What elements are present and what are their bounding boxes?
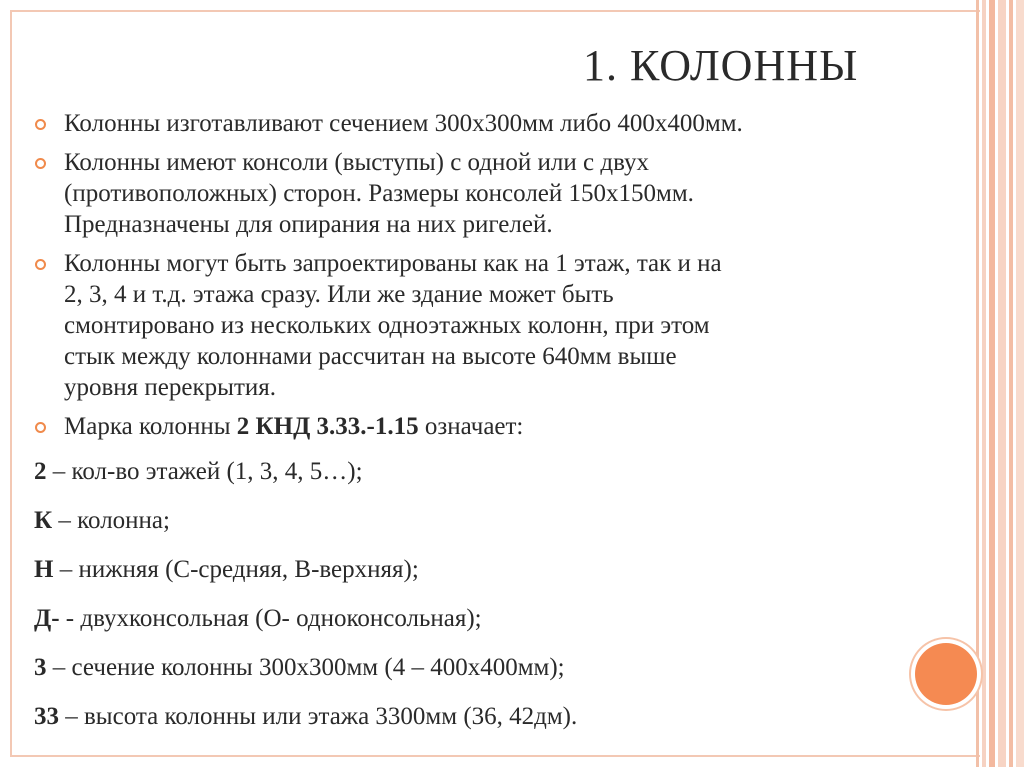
bullet-icon xyxy=(35,119,46,130)
top-border-line xyxy=(10,10,980,12)
left-border-line xyxy=(10,10,12,757)
bullet-item xyxy=(32,411,932,442)
bottom-border-line xyxy=(10,755,980,757)
legend-text: – нижняя (С-средняя, В-верхняя); xyxy=(53,556,419,583)
bullet-line: Колонны имеют консоли (выступы) с одной или с двух xyxy=(64,149,650,176)
bullet-line: 2, 3, 4 и т.д. этажа сразу. Или же здание может быть xyxy=(64,281,614,308)
legend-key: Д- xyxy=(34,605,66,632)
legend-line xyxy=(32,554,932,585)
slide-content xyxy=(32,108,932,750)
bullet-line: уровня перекрытия. xyxy=(64,374,276,401)
bullet-line: (противоположных) сторон. Размеры консолей 150х150мм. xyxy=(64,180,694,207)
legend-key: Н xyxy=(34,556,54,583)
stripe xyxy=(1009,0,1013,767)
stripe xyxy=(982,0,986,767)
stripe xyxy=(998,0,1006,767)
bullet-line xyxy=(64,411,932,442)
legend-line xyxy=(32,652,932,683)
stripe xyxy=(989,0,995,767)
bullet-icon xyxy=(35,158,46,169)
legend-line xyxy=(32,505,932,536)
legend-text: – колонна; xyxy=(52,507,170,534)
mark-prefix: Марка колонны xyxy=(64,413,237,440)
bullet-icon xyxy=(35,259,46,270)
bullet-item xyxy=(32,108,932,139)
bullet-item xyxy=(32,147,932,240)
legend-text: – кол-во этажей (1, 3, 4, 5…); xyxy=(46,458,363,485)
legend-line xyxy=(32,603,932,634)
legend-key: 2 xyxy=(34,458,47,485)
legend-text: – сечение колонны 300х300мм (4 – 400х400мм); xyxy=(46,654,565,681)
decorative-stripes xyxy=(976,0,1024,767)
mark-suffix: означает: xyxy=(418,413,524,440)
legend-key: 33 xyxy=(34,703,59,730)
slide-title: 1. КОЛОННЫ xyxy=(583,41,859,90)
bullet-icon xyxy=(35,422,46,433)
legend-line xyxy=(32,456,932,487)
legend-key: 3 xyxy=(34,654,47,681)
bullet-line: Предназначены для опирания на них ригелей. xyxy=(64,211,553,238)
bullet-item xyxy=(32,248,932,403)
bullet-line: Колонны изготавливают сечением 300х300мм либо 400х400мм. xyxy=(64,110,743,137)
bullet-line: Колонны могут быть запроектированы как на 1 этаж, так и на xyxy=(64,250,722,277)
legend-text: – высота колонны или этажа 3300мм (36, 42дм). xyxy=(59,703,578,730)
bullet-line: смонтировано из нескольких одноэтажных колонн, при этом xyxy=(64,312,710,339)
mark-code: 2 КНД 3.33.-1.15 xyxy=(236,413,419,440)
legend-key: К xyxy=(34,507,53,534)
stripe xyxy=(976,0,979,767)
bullet-line: стык между колоннами рассчитан на высоте 640мм выше xyxy=(64,343,677,370)
legend-line xyxy=(32,701,932,732)
legend-text: - двухконсольная (О- одноконсольная); xyxy=(65,605,482,632)
stripe xyxy=(1016,0,1024,767)
